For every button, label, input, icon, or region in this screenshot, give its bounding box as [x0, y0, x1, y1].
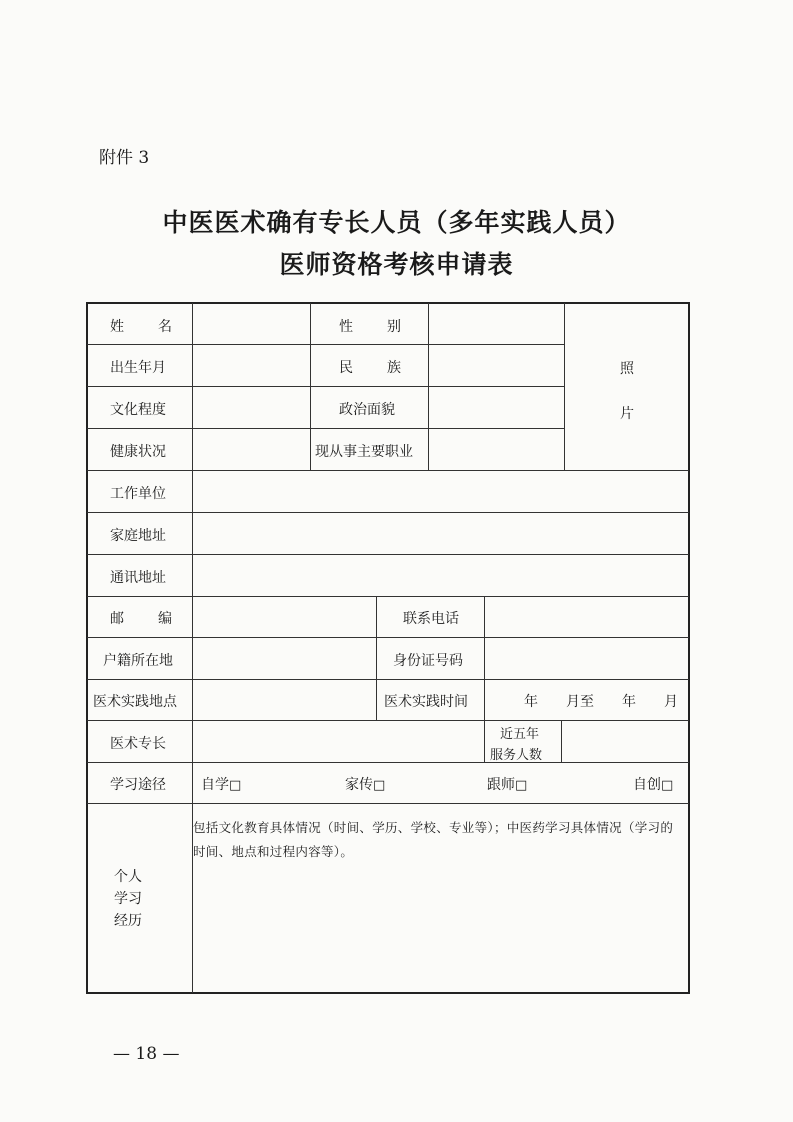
- column-divider: [484, 596, 485, 720]
- label-health: 健康状况: [110, 444, 166, 460]
- row-divider: [87, 344, 564, 345]
- attachment-label: 附件 3: [99, 148, 150, 168]
- column-divider: [376, 596, 377, 720]
- label-mail-address: 通讯地址: [110, 570, 166, 586]
- practice-time-value: 年 月至 年 月: [524, 694, 678, 710]
- option-self-study: [201, 774, 241, 794]
- label-home-address: 家庭地址: [110, 528, 166, 544]
- label-practice-time: 医术实践时间: [384, 694, 468, 710]
- column-divider: [564, 303, 565, 470]
- label-occupation: 现从事主要职业: [315, 444, 413, 460]
- form-title-line1: 中医医术确有专长人员（多年实践人员）: [162, 208, 631, 237]
- experience-hint-text: 包括文化教育具体情况（时间、学历、学校、专业等）；中医药学习具体情况（学习的时间、地点和过程内容等）。: [193, 820, 674, 859]
- form-title-line2: 医师资格考核申请表: [279, 250, 514, 279]
- row-divider: [87, 386, 564, 387]
- label-served-line1: 近五年: [500, 727, 540, 742]
- label-birth: 出生年月: [110, 360, 166, 376]
- label-hukou: 户籍所在地: [103, 653, 173, 669]
- row-divider: [87, 803, 689, 804]
- label-served-line2: 服务人数: [490, 748, 543, 763]
- checkbox-mentor[interactable]: □: [515, 778, 528, 793]
- label-political: 政治面貌: [339, 402, 395, 418]
- option-family-label: 家传: [345, 777, 373, 793]
- checkbox-self-study[interactable]: □: [229, 778, 242, 793]
- label-ethnicity: 民族: [339, 360, 401, 376]
- option-mentor: [487, 774, 527, 794]
- photo-label-2: 片: [620, 406, 634, 422]
- row-divider: [87, 762, 689, 763]
- column-divider: [310, 303, 311, 470]
- label-postcode: 邮编: [110, 611, 172, 627]
- column-divider: [561, 720, 562, 762]
- row-divider: [87, 720, 689, 721]
- label-gender: 性别: [339, 319, 401, 335]
- column-divider: [192, 303, 193, 993]
- column-divider: [428, 303, 429, 470]
- row-divider: [87, 679, 689, 680]
- row-divider: [87, 512, 689, 513]
- label-experience-line1: 个人: [114, 869, 142, 885]
- option-family: [345, 774, 385, 794]
- photo-label-1: 照: [620, 361, 634, 377]
- row-divider: [87, 596, 689, 597]
- label-personal-experience: [113, 866, 143, 932]
- page-number: — 18 —: [113, 1044, 180, 1064]
- label-id-number: 身份证号码: [393, 653, 463, 669]
- label-name: 姓名: [110, 319, 172, 335]
- option-self-create: [633, 774, 673, 794]
- label-experience-line3: 经历: [114, 913, 142, 929]
- row-divider: [87, 428, 564, 429]
- label-workplace: 工作单位: [110, 486, 166, 502]
- column-divider: [484, 720, 485, 762]
- label-education: 文化程度: [110, 402, 166, 418]
- checkbox-self-create[interactable]: □: [661, 778, 674, 793]
- label-learning-path: 学习途径: [110, 777, 166, 793]
- label-phone: 联系电话: [403, 611, 459, 627]
- label-specialty: 医术专长: [110, 736, 166, 752]
- checkbox-family[interactable]: □: [373, 778, 386, 793]
- option-mentor-label: 跟师: [487, 777, 515, 793]
- row-divider: [87, 470, 689, 471]
- label-practice-place: 医术实践地点: [93, 694, 177, 710]
- option-self-study-label: 自学: [201, 777, 229, 793]
- row-divider: [87, 554, 689, 555]
- option-self-create-label: 自创: [633, 777, 661, 793]
- row-divider: [87, 637, 689, 638]
- label-experience-line2: 学习: [114, 891, 142, 907]
